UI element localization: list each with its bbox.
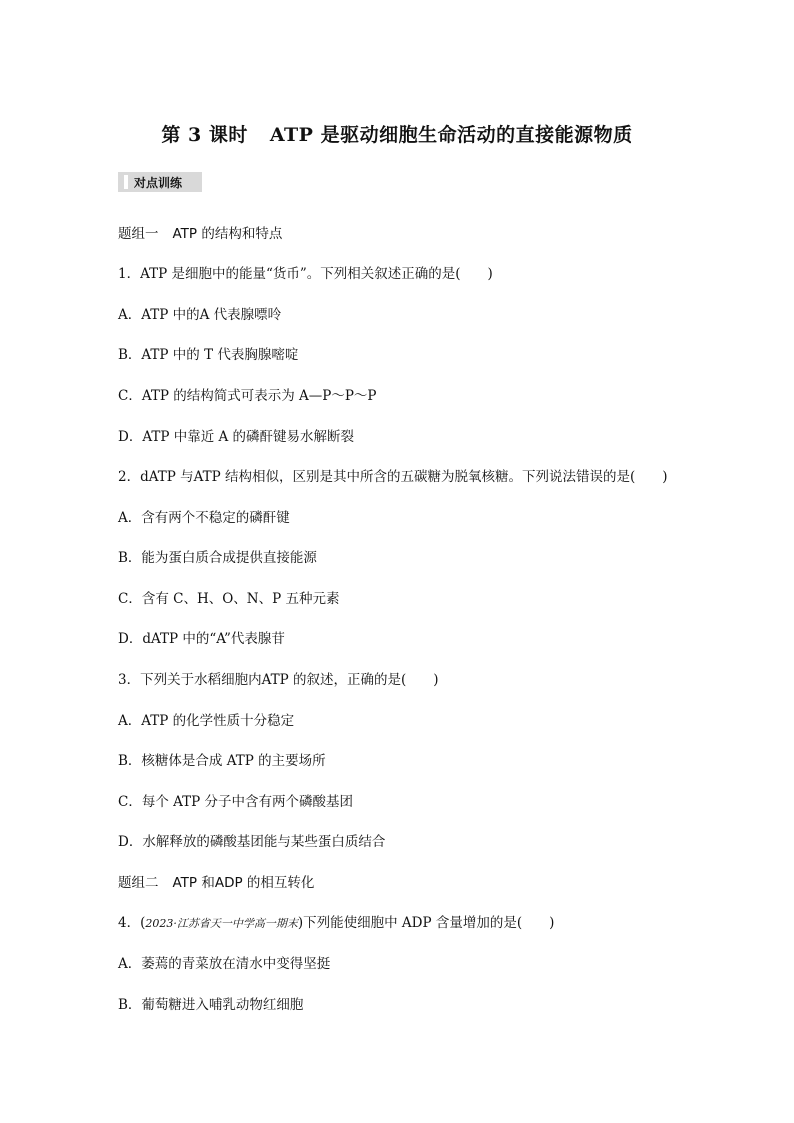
- question-1-stem: 1．ATP 是细胞中的能量“货币”。下列相关叙述正确的是( ): [118, 266, 493, 282]
- page-title: [0, 120, 794, 147]
- question-4-option-b: B．葡萄糖进入哺乳动物红细胞: [118, 997, 304, 1013]
- section-tag: [118, 172, 202, 192]
- question-3-option-d: D．水解释放的磷酸基团能与某些蛋白质结合: [118, 834, 386, 850]
- question-3-option-c: C．每个 ATP 分子中含有两个磷酸基团: [118, 794, 354, 810]
- question-1-option-c: C．ATP 的结构简式可表示为 A—P～P～P: [118, 388, 377, 404]
- question-2-option-a: A．含有两个不稳定的磷酐键: [118, 510, 290, 526]
- group-topic: ATP 和ADP 的相互转化: [172, 875, 315, 891]
- question-3-stem: 3．下列关于水稻细胞内ATP 的叙述，正确的是( ): [118, 672, 439, 688]
- question-2-option-b: B．能为蛋白质合成提供直接能源: [118, 550, 317, 566]
- group-topic: ATP 的结构和特点: [172, 226, 283, 242]
- question-1-option-b: B．ATP 中的 T 代表胸腺嘧啶: [118, 347, 299, 363]
- question-4-number: 4．(: [118, 915, 146, 931]
- question-4-text: )下列能使细胞中 ADP 含量增加的是( ): [297, 915, 555, 931]
- question-4-option-a: A．萎蔫的青菜放在清水中变得坚挺: [118, 956, 331, 972]
- question-1-option-d: D．ATP 中靠近 A 的磷酐键易水解断裂: [118, 429, 355, 445]
- question-2-stem: 2．dATP 与ATP 结构相似，区别是其中所含的五碳糖为脱氧核糖。下列说法错误的是( ): [118, 469, 668, 485]
- question-2-option-d: D．dATP 中的“A”代表腺苷: [118, 631, 285, 647]
- group-label: 题组二: [118, 875, 159, 891]
- question-3-option-a: A．ATP 的化学性质十分稳定: [118, 713, 295, 729]
- group-label: 题组一: [118, 226, 159, 242]
- question-1-option-a: A．ATP 中的A 代表腺嘌呤: [118, 307, 282, 323]
- question-4-stem: [118, 911, 554, 931]
- group-heading-1: [118, 222, 282, 242]
- question-2-option-c: C．含有 C、H、O、N、P 五种元素: [118, 591, 340, 607]
- lesson-number: 第 3 课时: [161, 124, 248, 146]
- section-tag-label: 对点训练: [134, 175, 183, 190]
- group-heading-2: [118, 871, 314, 891]
- lesson-title: ATP 是驱动细胞生命活动的直接能源物质: [269, 124, 633, 146]
- question-3-option-b: B．核糖体是合成 ATP 的主要场所: [118, 753, 326, 769]
- tag-bar: [124, 175, 128, 189]
- question-4-source: 2023·江苏省天一中学高一期末: [145, 917, 298, 930]
